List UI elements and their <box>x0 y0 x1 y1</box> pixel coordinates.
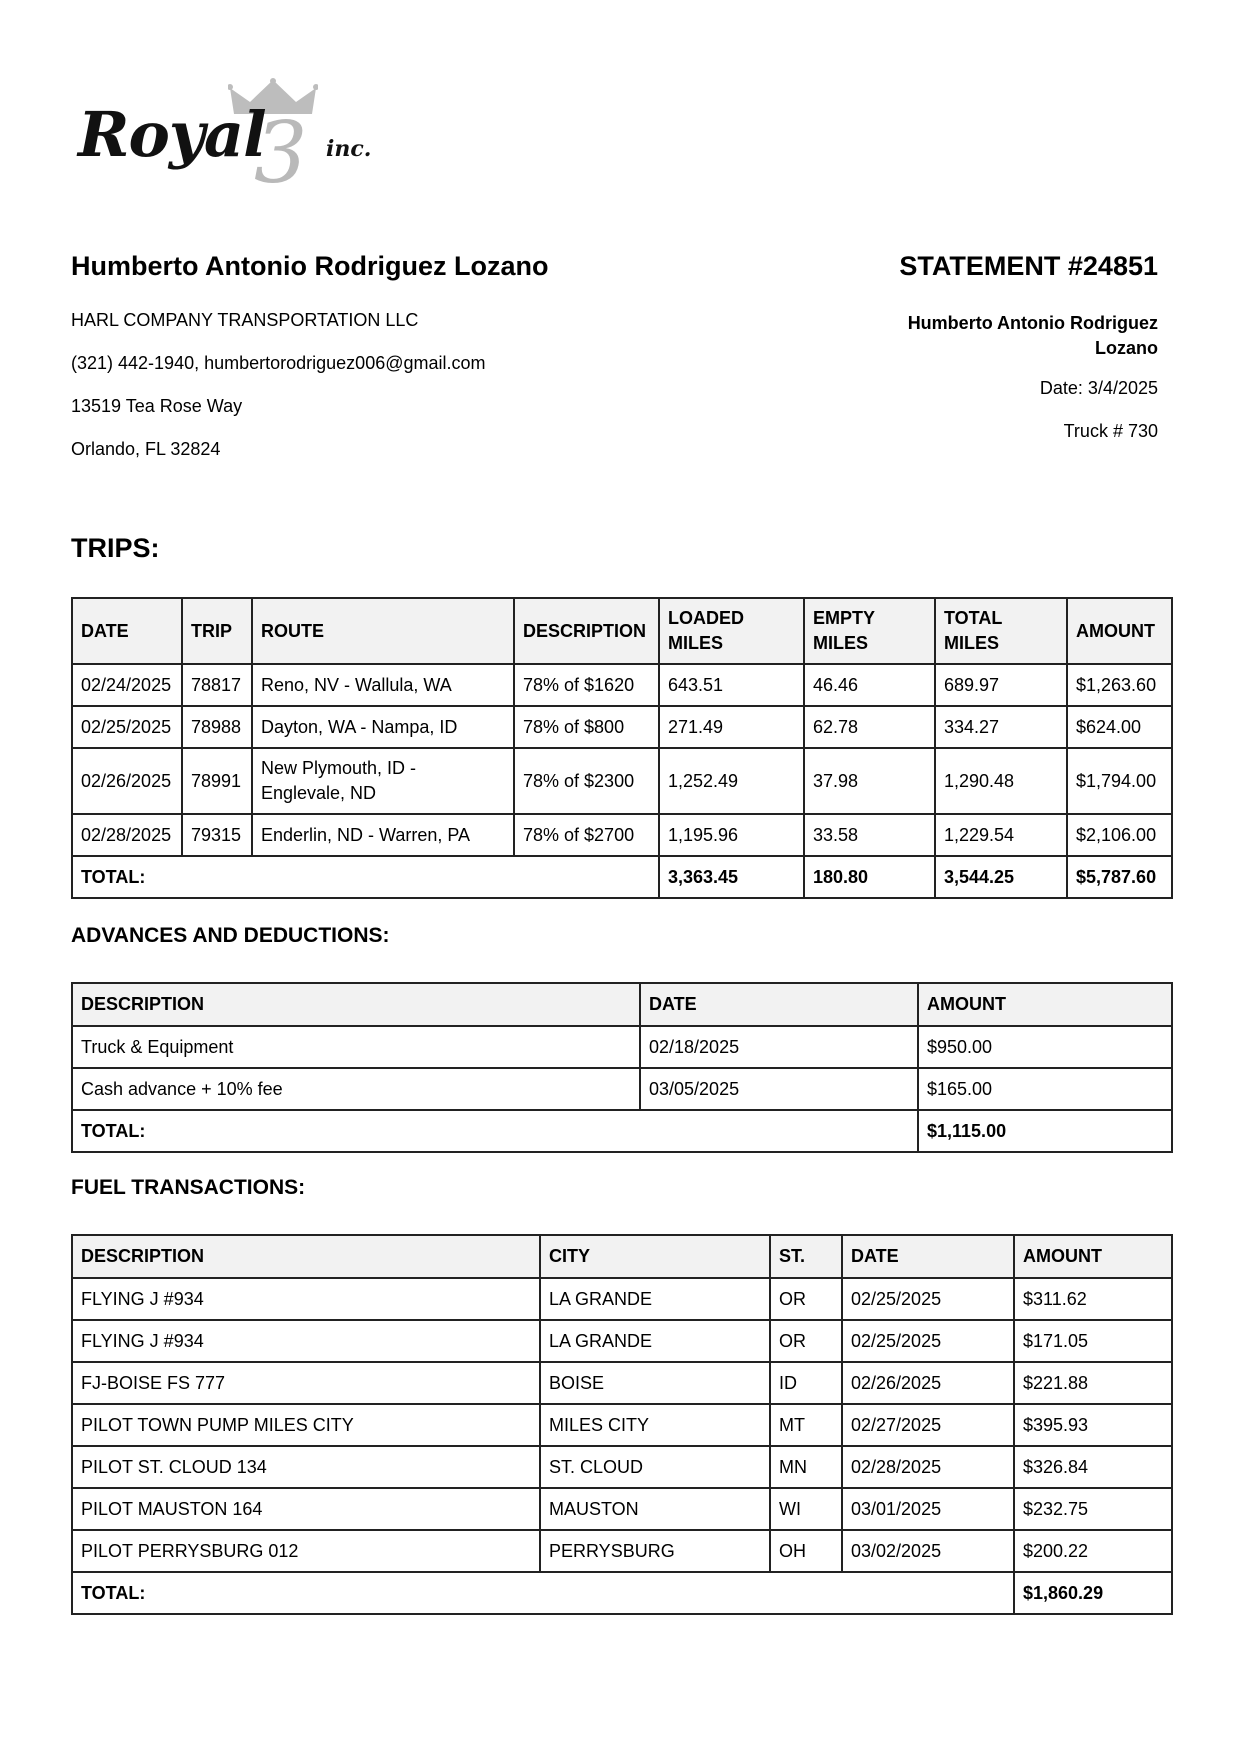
advance-date: 02/18/2025 <box>640 1026 918 1068</box>
trip-total-miles: 334.27 <box>935 706 1067 748</box>
trips-total-amount: $5,787.60 <box>1067 856 1172 898</box>
fuel-city: BOISE <box>540 1362 770 1404</box>
fuel-date: 03/01/2025 <box>842 1488 1014 1530</box>
advances-total-label: TOTAL: <box>72 1110 918 1152</box>
trip-amount: $624.00 <box>1067 706 1172 748</box>
fuel-description: FJ-BOISE FS 777 <box>72 1362 540 1404</box>
company-logo <box>78 78 398 202</box>
table-row <box>72 706 1172 748</box>
trip-description: 78% of $2700 <box>514 814 659 856</box>
advances-header-row <box>72 983 1172 1026</box>
col-header-route: ROUTE <box>252 598 514 664</box>
trips-total-loaded: 3,363.45 <box>659 856 804 898</box>
table-row <box>72 748 1172 814</box>
trips-header-row <box>72 598 1172 664</box>
trip-number: 79315 <box>182 814 252 856</box>
fuel-total-amount: $1,860.29 <box>1014 1572 1172 1614</box>
advance-description: Truck & Equipment <box>72 1026 640 1068</box>
advances-heading: ADVANCES AND DEDUCTIONS: <box>71 924 390 947</box>
trip-empty-miles: 37.98 <box>804 748 935 814</box>
col-header-amount: AMOUNT <box>918 983 1172 1026</box>
statement-recipient-line1: Humberto Antonio Rodriguez <box>907 313 1158 333</box>
statement-title: STATEMENT #24851 <box>899 251 1158 281</box>
trip-amount: $2,106.00 <box>1067 814 1172 856</box>
fuel-date: 02/26/2025 <box>842 1362 1014 1404</box>
trip-amount: $1,794.00 <box>1067 748 1172 814</box>
trip-date: 02/24/2025 <box>72 664 182 706</box>
fuel-description: PILOT TOWN PUMP MILES CITY <box>72 1404 540 1446</box>
fuel-amount: $200.22 <box>1014 1530 1172 1572</box>
col-header-total-miles: TOTAL MILES <box>935 598 1067 664</box>
trip-description: 78% of $800 <box>514 706 659 748</box>
trip-number: 78988 <box>182 706 252 748</box>
table-row <box>72 664 1172 706</box>
trip-empty-miles: 46.46 <box>804 664 935 706</box>
trips-total-label: TOTAL: <box>72 856 659 898</box>
trips-heading: TRIPS: <box>71 533 160 563</box>
fuel-table <box>71 1234 1173 1615</box>
table-row <box>72 1068 1172 1110</box>
fuel-amount: $311.62 <box>1014 1278 1172 1320</box>
fuel-amount: $221.88 <box>1014 1362 1172 1404</box>
trip-route: Reno, NV - Wallula, WA <box>252 664 514 706</box>
fuel-state: ID <box>770 1362 842 1404</box>
fuel-state: OR <box>770 1278 842 1320</box>
statement-recipient <box>858 311 1158 361</box>
trip-empty-miles: 62.78 <box>804 706 935 748</box>
trip-loaded-miles: 643.51 <box>659 664 804 706</box>
advance-amount: $950.00 <box>918 1026 1172 1068</box>
statement-date: Date: 3/4/2025 <box>1039 378 1158 398</box>
logo-word: Royal <box>78 98 266 171</box>
trip-description: 78% of $1620 <box>514 664 659 706</box>
trip-date: 02/25/2025 <box>72 706 182 748</box>
trip-loaded-miles: 271.49 <box>659 706 804 748</box>
trip-total-miles: 1,229.54 <box>935 814 1067 856</box>
fuel-date: 02/28/2025 <box>842 1446 1014 1488</box>
advances-total-row <box>72 1110 1172 1152</box>
col-header-city: CITY <box>540 1235 770 1278</box>
fuel-description: FLYING J #934 <box>72 1278 540 1320</box>
fuel-amount: $326.84 <box>1014 1446 1172 1488</box>
advances-total-amount: $1,115.00 <box>918 1110 1172 1152</box>
fuel-date: 02/27/2025 <box>842 1404 1014 1446</box>
trip-route: New Plymouth, ID - Englevale, ND <box>252 748 514 814</box>
driver-street: 13519 Tea Rose Way <box>71 396 243 416</box>
fuel-city: LA GRANDE <box>540 1278 770 1320</box>
fuel-state: OR <box>770 1320 842 1362</box>
trip-loaded-miles: 1,252.49 <box>659 748 804 814</box>
fuel-heading: FUEL TRANSACTIONS: <box>71 1176 306 1199</box>
col-header-trip: TRIP <box>182 598 252 664</box>
advance-amount: $165.00 <box>918 1068 1172 1110</box>
driver-contact: (321) 442-1940, humbertorodriguez006@gmail.com <box>71 353 486 373</box>
trip-total-miles: 689.97 <box>935 664 1067 706</box>
trip-route: Dayton, WA - Nampa, ID <box>252 706 514 748</box>
statement-recipient-line2: Lozano <box>1095 338 1158 358</box>
trip-empty-miles: 33.58 <box>804 814 935 856</box>
fuel-amount: $171.05 <box>1014 1320 1172 1362</box>
advance-date: 03/05/2025 <box>640 1068 918 1110</box>
fuel-city: MILES CITY <box>540 1404 770 1446</box>
fuel-state: WI <box>770 1488 842 1530</box>
col-header-amount: AMOUNT <box>1067 598 1172 664</box>
table-row <box>72 1026 1172 1068</box>
fuel-description: PILOT MAUSTON 164 <box>72 1488 540 1530</box>
statement-truck: Truck # 730 <box>1063 421 1158 441</box>
fuel-description: PILOT PERRYSBURG 012 <box>72 1530 540 1572</box>
fuel-description: FLYING J #934 <box>72 1320 540 1362</box>
advance-description: Cash advance + 10% fee <box>72 1068 640 1110</box>
trip-date: 02/28/2025 <box>72 814 182 856</box>
advances-table <box>71 982 1173 1153</box>
trip-loaded-miles: 1,195.96 <box>659 814 804 856</box>
driver-company: HARL COMPANY TRANSPORTATION LLC <box>71 310 419 330</box>
fuel-date: 03/02/2025 <box>842 1530 1014 1572</box>
table-row <box>72 1530 1172 1572</box>
col-header-description: DESCRIPTION <box>72 983 640 1026</box>
trips-total-row <box>72 856 1172 898</box>
fuel-city: PERRYSBURG <box>540 1530 770 1572</box>
fuel-state: MN <box>770 1446 842 1488</box>
trip-total-miles: 1,290.48 <box>935 748 1067 814</box>
col-header-state: ST. <box>770 1235 842 1278</box>
fuel-state: MT <box>770 1404 842 1446</box>
col-header-description: DESCRIPTION <box>72 1235 540 1278</box>
fuel-amount: $395.93 <box>1014 1404 1172 1446</box>
col-header-loaded-miles: LOADED MILES <box>659 598 804 664</box>
col-header-date: DATE <box>842 1235 1014 1278</box>
logo-numeral: 3 <box>254 104 308 202</box>
trip-number: 78817 <box>182 664 252 706</box>
fuel-state: OH <box>770 1530 842 1572</box>
trip-date: 02/26/2025 <box>72 748 182 814</box>
fuel-total-label: TOTAL: <box>72 1572 1014 1614</box>
fuel-city: ST. CLOUD <box>540 1446 770 1488</box>
fuel-date: 02/25/2025 <box>842 1320 1014 1362</box>
trip-number: 78991 <box>182 748 252 814</box>
col-header-description: DESCRIPTION <box>514 598 659 664</box>
driver-city-line: Orlando, FL 32824 <box>71 439 221 459</box>
col-header-date: DATE <box>640 983 918 1026</box>
fuel-city: MAUSTON <box>540 1488 770 1530</box>
fuel-total-row <box>72 1572 1172 1614</box>
table-row <box>72 1278 1172 1320</box>
fuel-header-row <box>72 1235 1172 1278</box>
col-header-amount: AMOUNT <box>1014 1235 1172 1278</box>
trips-total-empty: 180.80 <box>804 856 935 898</box>
table-row <box>72 1362 1172 1404</box>
trips-table <box>71 597 1173 899</box>
trip-description: 78% of $2300 <box>514 748 659 814</box>
fuel-amount: $232.75 <box>1014 1488 1172 1530</box>
table-row <box>72 1320 1172 1362</box>
driver-name: Humberto Antonio Rodriguez Lozano <box>71 251 549 281</box>
fuel-city: LA GRANDE <box>540 1320 770 1362</box>
table-row <box>72 814 1172 856</box>
fuel-description: PILOT ST. CLOUD 134 <box>72 1446 540 1488</box>
col-header-empty-miles: EMPTY MILES <box>804 598 935 664</box>
table-row <box>72 1446 1172 1488</box>
trip-amount: $1,263.60 <box>1067 664 1172 706</box>
trip-route: Enderlin, ND - Warren, PA <box>252 814 514 856</box>
table-row <box>72 1488 1172 1530</box>
fuel-date: 02/25/2025 <box>842 1278 1014 1320</box>
table-row <box>72 1404 1172 1446</box>
col-header-date: DATE <box>72 598 182 664</box>
logo-suffix: inc. <box>326 136 372 162</box>
trips-total-miles: 3,544.25 <box>935 856 1067 898</box>
